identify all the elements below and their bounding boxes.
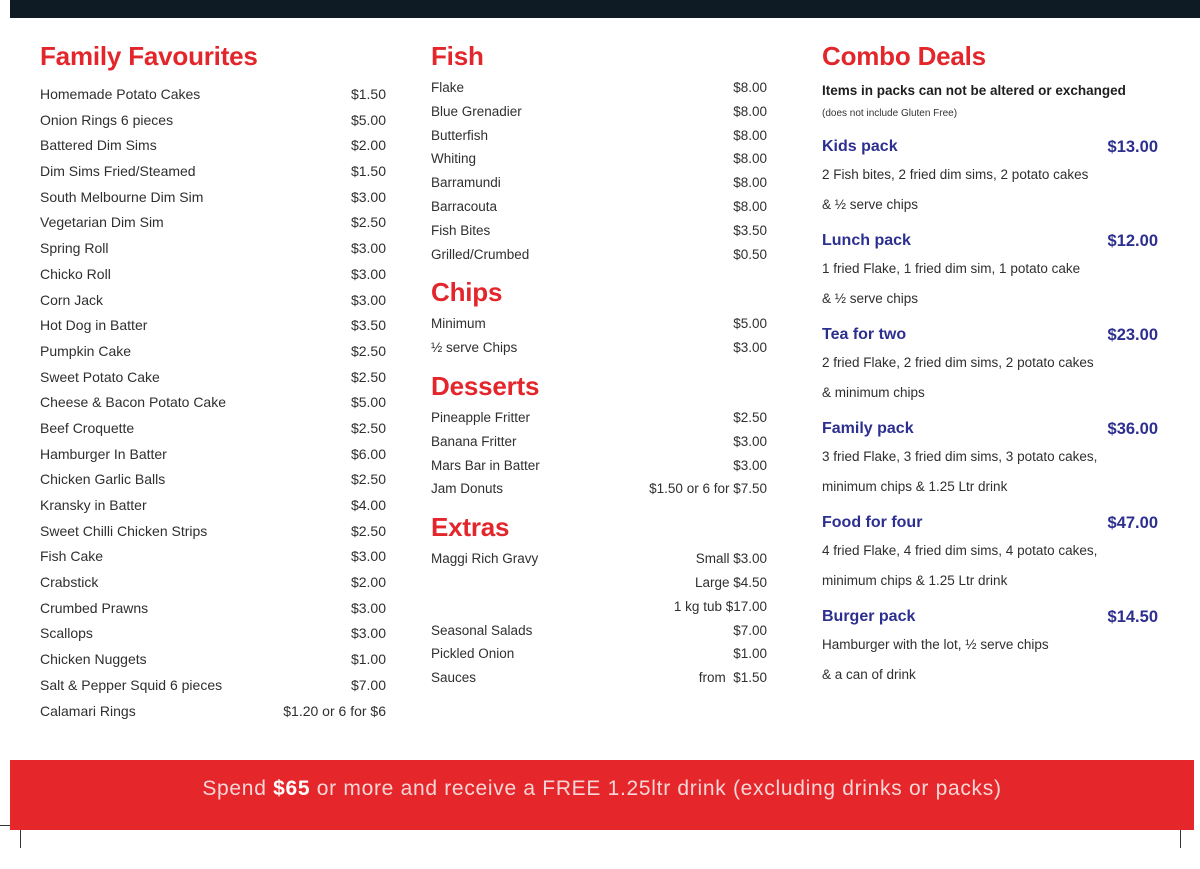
pack-description: minimum chips & 1.25 Ltr drink (822, 573, 1008, 588)
pack-name: Lunch pack (822, 232, 911, 249)
menu-item (40, 544, 386, 570)
item-name: Sauces (431, 670, 477, 686)
item-name: Battered Dim Sims (40, 137, 157, 154)
pack-name: Burger pack (822, 608, 916, 625)
item-name: Scallops (40, 625, 93, 642)
menu-item (40, 493, 386, 519)
pack-description: & ½ serve chips (822, 197, 919, 212)
item-name: Minimum (431, 316, 486, 332)
item-price: $3.00 (733, 340, 767, 356)
promo-banner (10, 760, 1194, 830)
item-price: $3.00 (350, 240, 386, 257)
item-name: Crabstick (40, 574, 99, 591)
pack-burger (822, 604, 1158, 690)
menu-item (40, 185, 386, 211)
pack-price: $23.00 (1107, 326, 1158, 344)
item-price: $7.00 (733, 622, 767, 638)
item-price: Large $4.50 (694, 574, 767, 590)
pack-food-for-four (822, 510, 1158, 596)
menu-item (40, 621, 386, 647)
pack-price: $14.50 (1107, 608, 1158, 626)
menu-item (40, 365, 386, 391)
menu-item (40, 313, 386, 339)
item-price: $1.50 (350, 86, 386, 102)
item-price: $8.00 (733, 103, 767, 119)
item-name: Whiting (431, 151, 477, 167)
menu-item (40, 210, 386, 236)
item-name: Pumpkin Cake (40, 342, 132, 359)
menu-item (431, 76, 767, 100)
menu-item (431, 454, 767, 478)
combo-subnote: (does not include Gluten Free) (822, 108, 958, 119)
menu-item (40, 416, 386, 442)
menu-item (431, 195, 767, 219)
item-price: $5.00 (350, 394, 386, 411)
menu-item (40, 596, 386, 622)
pack-description: 1 fried Flake, 1 fried dim sim, 1 potato cake (822, 261, 1081, 276)
pack-name: Tea for two (822, 326, 907, 343)
item-name: Calamari Rings (40, 702, 136, 719)
item-name: Sweet Chilli Chicken Strips (40, 522, 208, 539)
crop-mark (20, 830, 21, 848)
item-name: Seasonal Salads (431, 622, 533, 638)
menu-item (431, 219, 767, 243)
item-name: Barracouta (431, 198, 498, 214)
menu-item (431, 171, 767, 195)
desserts-list (431, 406, 767, 501)
desserts-title: Desserts (431, 370, 540, 401)
item-name: Pineapple Fritter (431, 409, 531, 425)
item-price: $3.00 (350, 548, 386, 565)
item-name: Barramundi (431, 175, 501, 191)
fish-title: Fish (431, 41, 484, 71)
combo-note: Items in packs can not be altered or exchanged (822, 83, 1126, 98)
item-name: Corn Jack (40, 291, 104, 308)
item-price: $8.00 (733, 175, 767, 191)
menu-item (431, 547, 767, 618)
item-name: Blue Grenadier (431, 103, 522, 119)
item-price: $8.00 (733, 80, 767, 95)
extras-list (431, 547, 767, 690)
item-price: $1.00 (350, 651, 386, 668)
item-name: Jam Donuts (431, 481, 504, 497)
item-price: $2.50 (350, 419, 386, 436)
family-favourites-title: Family Favourites (40, 41, 258, 71)
item-price: $6.00 (350, 445, 386, 462)
menu-item (40, 467, 386, 493)
item-name: Homemade Potato Cakes (40, 86, 201, 102)
item-price: $2.50 (350, 471, 386, 488)
item-price: $4.00 (350, 497, 386, 513)
item-name: Fish Cake (40, 548, 104, 565)
item-price: $8.00 (733, 127, 767, 143)
menu-item (431, 147, 767, 171)
item-name: Chicken Nuggets (40, 651, 147, 668)
item-price: $2.50 (350, 342, 386, 359)
pack-description: 3 fried Flake, 3 fried dim sims, 3 potato cakes, (822, 449, 1098, 464)
item-name: Butterfish (431, 127, 489, 143)
item-name: South Melbourne Dim Sim (40, 188, 204, 205)
menu-item (40, 236, 386, 262)
menu-item (40, 647, 386, 673)
chips-list (431, 312, 767, 360)
item-name: Maggi Rich Gravy (431, 551, 539, 567)
item-name: Banana Fritter (431, 433, 517, 449)
menu-item (40, 339, 386, 365)
item-name: Onion Rings 6 pieces (40, 111, 174, 128)
combo-deals-title: Combo Deals (822, 41, 986, 71)
pack-lunch (822, 228, 1158, 314)
item-name: ½ serve Chips (431, 340, 518, 356)
item-price: $2.50 (350, 214, 386, 231)
item-name: Hot Dog in Batter (40, 317, 148, 334)
item-price: $3.00 (350, 599, 386, 616)
menu-item (40, 108, 386, 134)
menu-item (40, 82, 386, 108)
menu-item (40, 262, 386, 288)
item-name: Flake (431, 80, 465, 95)
menu-item (431, 100, 767, 124)
item-price: $1.50 or 6 for $7.50 (649, 481, 767, 497)
promo-amount: $65 (273, 777, 311, 800)
pack-tea-for-two (822, 322, 1158, 408)
menu-item (40, 673, 386, 699)
menu-item (431, 243, 767, 267)
pack-price: $13.00 (1107, 138, 1158, 156)
menu-item (40, 288, 386, 314)
item-price-options (674, 547, 767, 618)
pack-name: Family pack (822, 420, 914, 437)
item-price: from $1.50 (698, 670, 767, 686)
item-price: $3.00 (733, 433, 767, 449)
item-price: $3.50 (733, 222, 767, 238)
item-name: Grilled/Crumbed (431, 246, 530, 262)
item-name: Chicko Roll (40, 265, 111, 282)
item-name: Crumbed Prawns (40, 599, 149, 616)
promo-text-pre: Spend (202, 777, 274, 800)
extras-title: Extras (431, 512, 510, 543)
menu-item (40, 699, 386, 725)
pack-name: Food for four (822, 514, 923, 531)
menu-item (40, 442, 386, 468)
menu-item (40, 159, 386, 185)
menu-item (431, 642, 767, 666)
item-price: $5.00 (350, 111, 386, 128)
item-price: $2.50 (733, 409, 767, 425)
menu-item (40, 133, 386, 159)
crop-mark (0, 825, 10, 826)
pack-family (822, 416, 1158, 502)
item-price: $2.50 (350, 368, 386, 385)
family-favourites-section (40, 36, 386, 724)
menu-item (40, 519, 386, 545)
menu-item (40, 570, 386, 596)
menu-item (431, 336, 767, 360)
item-name: Vegetarian Dim Sim (40, 214, 164, 231)
item-name: Kransky in Batter (40, 497, 147, 513)
item-price: $1.20 or 6 for $6 (283, 702, 386, 719)
item-price: $2.00 (350, 574, 386, 591)
item-price: $0.50 (733, 246, 767, 262)
item-name: Pickled Onion (431, 646, 515, 662)
pack-name: Kids pack (822, 138, 898, 155)
pack-price: $12.00 (1107, 232, 1158, 250)
menu-item (431, 312, 767, 336)
item-name: Fish Bites (431, 222, 491, 238)
item-name: Chicken Garlic Balls (40, 471, 166, 488)
menu-item (431, 477, 767, 501)
item-name: Beef Croquette (40, 419, 135, 436)
pack-description: minimum chips & 1.25 Ltr drink (822, 479, 1008, 494)
item-name: Sweet Potato Cake (40, 368, 160, 385)
item-name: Cheese & Bacon Potato Cake (40, 394, 227, 411)
pack-description: 2 fried Flake, 2 fried dim sims, 2 potato cakes (822, 355, 1094, 370)
item-price: $3.50 (350, 317, 386, 334)
item-price: $3.00 (350, 291, 386, 308)
pack-description: & ½ serve chips (822, 291, 919, 306)
item-price: $3.00 (350, 625, 386, 642)
pack-description: 2 Fish bites, 2 fried dim sims, 2 potato cakes (822, 167, 1089, 182)
item-price: Small $3.00 (695, 551, 767, 567)
menu-item (431, 430, 767, 454)
item-name: Hamburger In Batter (40, 445, 167, 462)
item-price: $3.00 (350, 265, 386, 282)
pack-price: $47.00 (1107, 514, 1158, 532)
item-price: $8.00 (733, 198, 767, 214)
pack-price: $36.00 (1107, 420, 1158, 438)
menu-item (431, 124, 767, 148)
menu-item (431, 666, 767, 690)
item-price: $3.00 (733, 457, 767, 473)
pack-description: Hamburger with the lot, ½ serve chips (822, 637, 1049, 652)
top-bar (10, 0, 1200, 18)
item-price: $2.50 (350, 522, 386, 539)
combo-deals-section (822, 36, 1158, 690)
menu-item (431, 619, 767, 643)
item-name: Salt & Pepper Squid 6 pieces (40, 676, 223, 693)
item-name: Mars Bar in Batter (431, 457, 540, 473)
item-price: $7.00 (350, 676, 386, 693)
item-price: $5.00 (733, 316, 767, 332)
item-price: $8.00 (733, 151, 767, 167)
pack-description: 4 fried Flake, 4 fried dim sims, 4 potato cakes, (822, 543, 1098, 558)
item-price: $3.00 (350, 188, 386, 205)
family-favourites-list (40, 82, 386, 724)
promo-text-post: or more and receive a FREE 1.25ltr drink (excluding drinks or packs) (310, 777, 1002, 800)
pack-kids (822, 134, 1158, 220)
middle-column (431, 36, 767, 690)
pack-description: & a can of drink (822, 667, 916, 682)
pack-description: & minimum chips (822, 385, 925, 400)
item-price: $1.50 (350, 163, 386, 180)
chips-title: Chips (431, 277, 503, 308)
item-price: $1.00 (733, 646, 767, 662)
item-price: 1 kg tub $17.00 (673, 598, 767, 614)
crop-mark (1180, 830, 1181, 848)
menu-item (431, 406, 767, 430)
item-name: Dim Sims Fried/Steamed (40, 163, 196, 180)
item-price: $2.00 (350, 137, 386, 154)
item-name: Spring Roll (40, 240, 109, 257)
fish-list (431, 76, 767, 266)
menu-item (40, 390, 386, 416)
